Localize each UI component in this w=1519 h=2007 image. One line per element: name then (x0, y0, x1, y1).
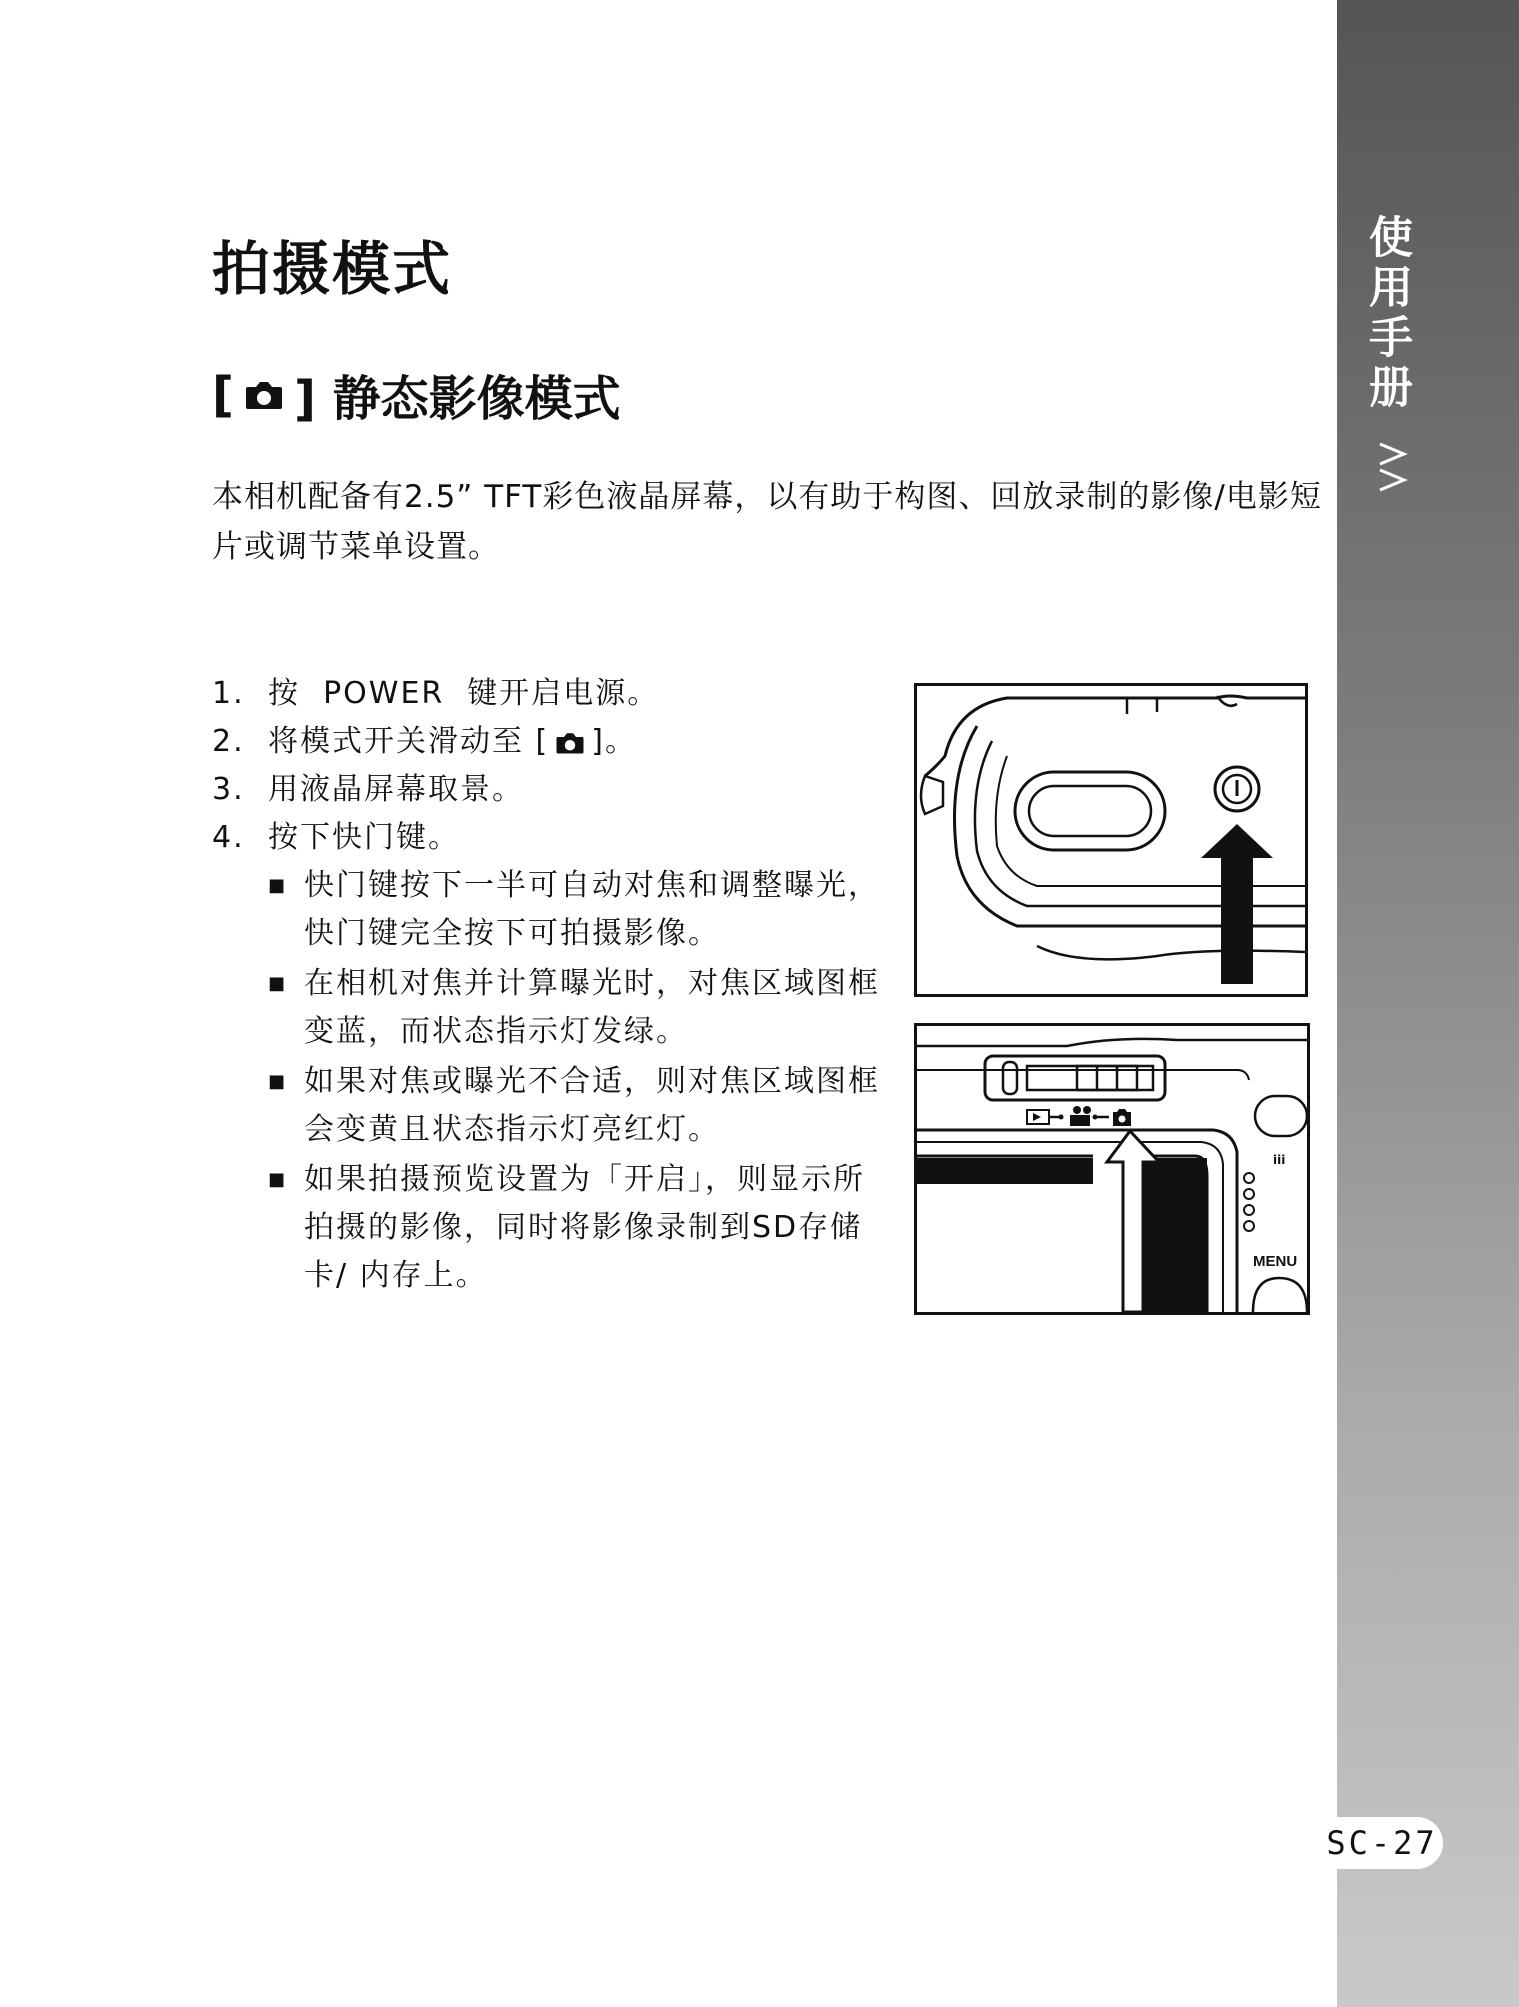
bullet-text: 如果对焦或曝光不合适，则对焦区域图框会变黄且状态指示灯亮红灯。 (304, 1064, 880, 1147)
step-list (212, 670, 892, 1302)
double-chevron-icon (1372, 440, 1412, 500)
step-item (212, 814, 892, 862)
step-item (212, 670, 892, 718)
section-title-text: ] 静态影像模式 (293, 371, 621, 427)
bullet-mark: ■ (268, 875, 288, 896)
camera-back-illustration (917, 1026, 1307, 1312)
bullet-text: 快门键按下一半可自动对焦和调整曝光，快门键完全按下可拍摄影像。 (304, 868, 880, 951)
step-number: 1. (212, 676, 245, 711)
step-text: 按 POWER 键开启电源。 (268, 676, 660, 711)
bullet-mark: ■ (268, 973, 288, 994)
step-number: 4. (212, 820, 245, 855)
step-text (268, 718, 637, 766)
bullet-list (268, 862, 892, 1300)
step-item (212, 718, 892, 766)
step-number: 2. (212, 724, 245, 759)
camera-top-illustration (917, 686, 1305, 994)
page-number: SC-27 (1321, 1817, 1443, 1869)
mode-switch-figure (914, 1023, 1310, 1315)
menu-label: MENU (1253, 1253, 1298, 1270)
camera-icon (244, 379, 284, 411)
bullet-item (268, 1156, 892, 1300)
step-text-after: ]。 (591, 724, 637, 759)
movie-icon (1070, 1106, 1109, 1126)
shutter-button-figure (914, 683, 1308, 997)
side-label: 使用手册 (1361, 214, 1412, 414)
page-title: 拍摄模式 (212, 235, 453, 303)
step-item (212, 766, 892, 814)
bullet-text: 在相机对焦并计算曝光时，对焦区域图框变蓝，而状态指示灯发绿。 (304, 966, 880, 1049)
bullet-item (268, 862, 892, 958)
bullet-item (268, 1058, 892, 1154)
intro-paragraph: 本相机配备有2.5” TFT彩色液晶屏幕，以有助于构图、回放录制的影像/电影短片或调节菜单设置。 (212, 479, 1322, 565)
bullet-text: 如果拍摄预览设置为「开启」，则显示所拍摄的影像，同时将影像录制到SD存储卡/ 内存上。 (304, 1162, 865, 1293)
camera-icon (555, 731, 585, 755)
svg-text:ⅰⅰⅰ: ⅰⅰⅰ (1273, 1153, 1286, 1167)
step-text: 按下快门键。 (268, 820, 460, 855)
step-text-before: 将模式开关滑动至 [ (268, 724, 550, 759)
section-title (212, 360, 621, 429)
bullet-mark: ■ (268, 1071, 288, 1092)
step-number: 3. (212, 772, 245, 807)
step-text: 用液晶屏幕取景。 (268, 772, 524, 807)
camera-icon (1113, 1109, 1131, 1126)
bullet-mark: ■ (268, 1169, 288, 1190)
section-title-bracket: [ (212, 366, 234, 423)
bullet-item (268, 960, 892, 1056)
play-icon (1027, 1110, 1064, 1124)
